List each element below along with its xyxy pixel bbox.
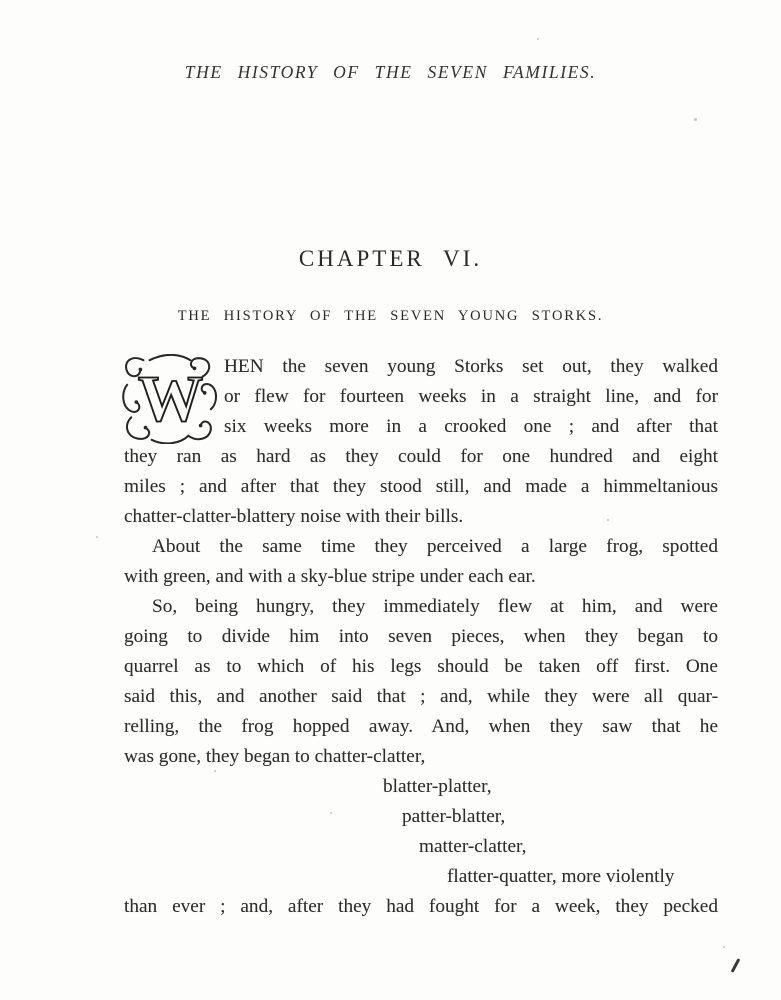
scan-speck bbox=[607, 519, 609, 521]
scan-speck bbox=[723, 946, 725, 948]
body-line: So, being hungry, they immediately flew at him, and were bbox=[152, 596, 718, 617]
body-line: than ever ; and, after they had fought for a week, they pecked bbox=[124, 896, 718, 917]
body-line: was gone, they began to chatter-clatter, bbox=[124, 746, 426, 767]
body-line: quarrel as to which of his legs should be taken off first. One bbox=[124, 656, 718, 677]
scan-speck bbox=[537, 38, 539, 40]
body-line: six weeks more in a crooked one ; and after that bbox=[224, 416, 718, 437]
chant-line: patter-blatter, bbox=[402, 806, 506, 827]
chapter-heading: CHAPTER VI. bbox=[298, 246, 483, 271]
body-line: they ran as hard as they could for one hundred and eight bbox=[124, 446, 718, 467]
body-line: going to divide him into seven pieces, when they began to bbox=[124, 626, 718, 647]
body-line: miles ; and after that they stood still, and made a himmeltanious bbox=[124, 476, 718, 497]
chant-line: blatter-platter, bbox=[383, 776, 492, 797]
chant-line: flatter-quatter, more violently bbox=[447, 866, 675, 887]
scan-mark-slash bbox=[731, 958, 741, 973]
scan-speck bbox=[694, 118, 697, 121]
ornate-initial-w bbox=[121, 354, 220, 444]
running-header: THE HISTORY OF THE SEVEN FAMILIES. bbox=[184, 62, 597, 82]
scan-speck bbox=[214, 770, 216, 772]
body-line: with green, and with a sky-blue stripe under each ear. bbox=[124, 566, 536, 587]
section-title: THE HISTORY OF THE SEVEN YOUNG STORKS. bbox=[177, 308, 604, 324]
body-line: or flew for fourteen weeks in a straight line, and for bbox=[224, 386, 718, 407]
body-line: HEN the seven young Storks set out, they walked bbox=[224, 356, 718, 377]
body-line: chatter-clatter-blattery noise with their bills. bbox=[124, 506, 464, 527]
body-line: said this, and another said that ; and, while they were all quar- bbox=[124, 686, 718, 707]
chant-line: matter-clatter, bbox=[419, 836, 527, 857]
body-line: About the same time they perceived a large frog, spotted bbox=[152, 536, 718, 557]
scan-speck bbox=[330, 812, 332, 814]
drop-cap-letter: W bbox=[137, 363, 204, 436]
body-line: relling, the frog hopped away. And, when they saw that he bbox=[124, 716, 718, 737]
body-text bbox=[124, 352, 718, 922]
scan-speck bbox=[96, 536, 98, 538]
